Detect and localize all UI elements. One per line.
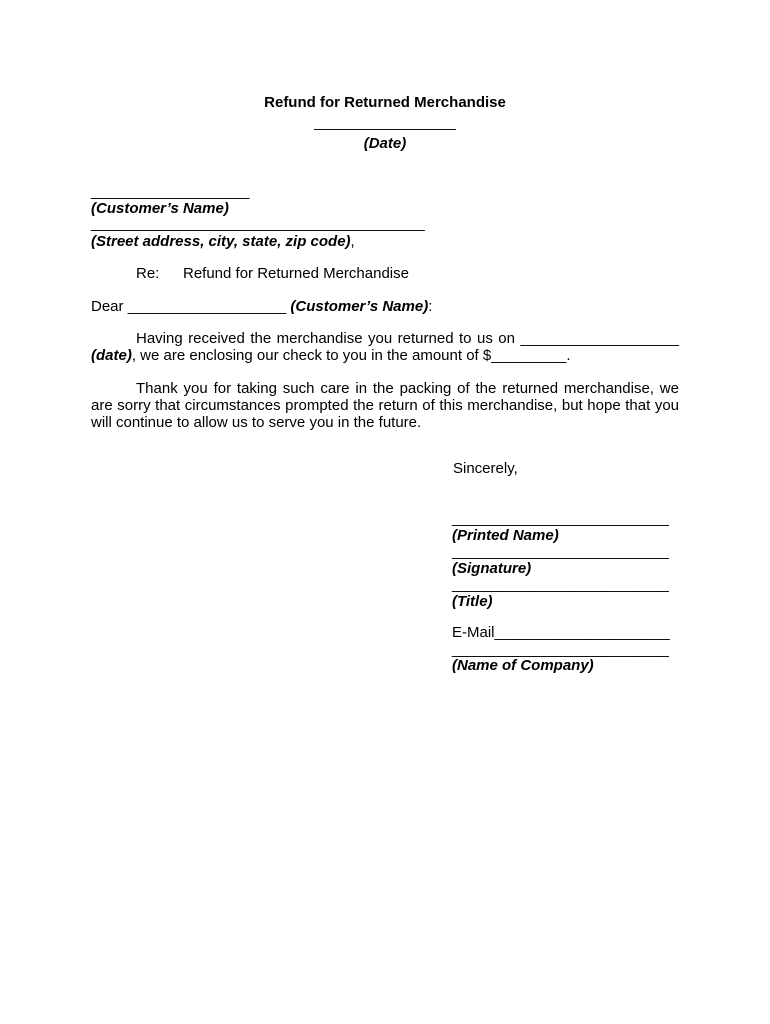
closing-sincerely: Sincerely,: [453, 460, 518, 477]
printed-name-label: (Printed Name): [452, 526, 559, 544]
signature-blank-field[interactable]: __________________________: [452, 543, 669, 560]
email-blank-field[interactable]: _____________________: [494, 624, 670, 641]
p1-rest-text: , we are enclosing our check to you in the amount of $: [131, 347, 492, 364]
title-blank-field[interactable]: __________________________: [452, 576, 669, 593]
title-label: (Title): [452, 592, 493, 610]
street-address-blank-line: [91, 215, 425, 232]
street-address-comma: ,: [350, 233, 355, 250]
company-label: (Name of Company): [452, 657, 594, 674]
re-text: Refund for Returned Merchandise: [183, 265, 409, 282]
salutation-colon: :: [428, 298, 433, 315]
street-address-label-line: [91, 233, 355, 250]
date-label: (Date): [363, 135, 407, 152]
customer-name-blank-field[interactable]: ___________________: [91, 183, 250, 200]
subject-line: [136, 265, 409, 282]
salutation-name-blank-field[interactable]: ___________________: [127, 298, 287, 315]
printed-name-blank-field[interactable]: __________________________: [452, 510, 669, 527]
street-address-blank-field[interactable]: ________________________________________: [91, 215, 425, 232]
customer-name-blank-line: [91, 183, 250, 200]
signature-label: (Signature): [452, 559, 532, 577]
salutation-greeting: Dear: [91, 298, 124, 315]
re-label: Re:: [136, 265, 160, 282]
body-paragraph-2: Thank you for taking such care in the packing of the returned merchandise, we are sorry that circumstances prompted the return of this merchandise, but hope that you will continue to allow us to serve you in the future.: [91, 380, 679, 431]
p1-period: .: [566, 347, 571, 364]
street-address-label: (Street address, city, state, zip code): [91, 233, 351, 250]
signature-block: [452, 511, 674, 675]
email-line: [452, 625, 674, 642]
company-blank-field[interactable]: __________________________: [452, 640, 669, 658]
signature-block-spacer: [452, 610, 674, 625]
p1-date-label: (date): [91, 347, 132, 364]
printed-name-blank-line: [452, 511, 674, 528]
p1-date-blank-field[interactable]: ___________________: [520, 330, 679, 347]
title-blank-line: [452, 577, 674, 594]
email-label: E-Mail: [452, 624, 495, 641]
salutation-name-label: (Customer’s Name): [290, 298, 429, 315]
p1-lead-text: Having received the merchandise you returned to us on: [136, 330, 515, 347]
body-paragraph-1: [91, 330, 679, 364]
date-blank-line: [0, 114, 770, 131]
company-blank-line: [452, 642, 674, 659]
document-title: Refund for Returned Merchandise: [264, 94, 506, 111]
date-blank-field[interactable]: _________________: [314, 114, 456, 131]
p1-amount-blank-field[interactable]: _________: [491, 347, 567, 364]
signature-blank-line: [452, 544, 674, 561]
customer-name-label: (Customer’s Name): [91, 200, 229, 217]
salutation-line: [91, 298, 432, 315]
